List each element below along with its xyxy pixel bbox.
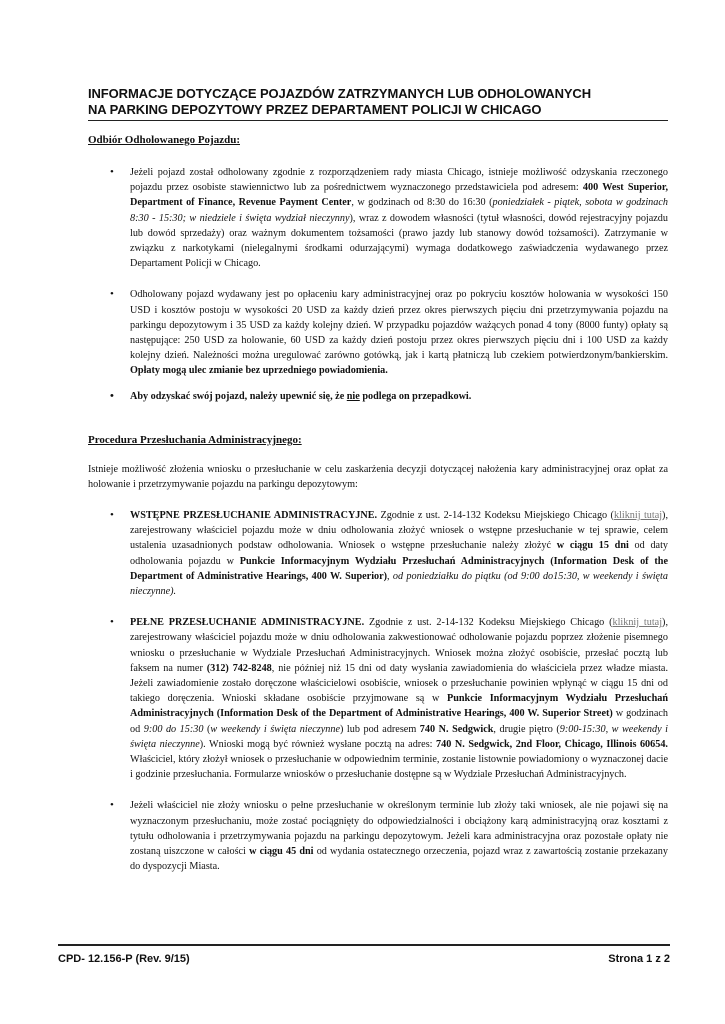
hearing-item-2: • PEŁNE PRZESŁUCHANIE ADMINISTRACYJNE. Zgodnie z ust. 2-14-132 Kodeksu Miejskiego Chicago (kliknij tutaj), zarejestrowany właściciel pojazdu może w dniu odholowania zakwestionować odholowanie pojazdu poprzez złożenie pisemnego wniosku o przesłuchanie w Wydziale Przesłuchań Administracyjnych. Wniosek można złożyć osobiście, przesłać pocztą lub faksem na numer (312) 742-8248, nie później niż 15 dni od daty wysłania zawiadomienia do właściciela przez władze miasta. Jeżeli zawiadomienie zostało doręczone właścicielowi osobiście, wniosek o przesłuchanie powinien wpłynąć w ciągu 15 dni od takiego doręczenia. Wnioski składane osobiście przyjmowane są w Punkcie Informacyjnym Wydziału Przesłuchań Administracyjnych (Information Desk of the Department of Administrative Hearings, 400 W. Superior Street) w godzinach od 9:00 do 15:30 (w weekendy i święta nieczynne) lub pod adresem 740 N. Sedgwick, drugie piętro (9:00-15:30, w weekendy i święta nieczynne). Wnioski mogą być również wysłane pocztą na adres: 740 N. Sedgwick, 2nd Floor, Chicago, Illinois 60654. Właściciel, który złożył wniosek o przesłuchanie w odpowiednim terminie, zostanie listownie powiadomiony o wyznaczonej dacie i godzinie przesłuchania. Formularze wniosków o przesłuchanie dostępne są w Wydziale Przesłuchań Administracyjnych. — [88, 615, 668, 782]
form-id: CPD- 12.156-P (Rev. 9/15) — [58, 953, 190, 965]
title-line-2: NA PARKING DEPOZYTOWY PRZEZ DEPARTAMENT POLICJI W CHICAGO — [88, 102, 542, 117]
hearing-item-1: • WSTĘPNE PRZESŁUCHANIE ADMINISTRACYJNE. Zgodnie z ust. 2-14-132 Kodeksu Miejskiego Chicago (kliknij tutaj), zarejestrowany właściciel pojazdu może w dniu odholowania złożyć wniosek o wstępne przesłuchanie w tej sprawie, celem ustalenia uzasadnionych podstaw odholowania. Wniosek o wstępne przesłuchanie należy złożyć w ciągu 15 dni od daty odholowania pojazdu w Punkcie Informacyjnym Wydziału Przesłuchań Administracyjnych (Information Desk of the Department of Administrative Hearings, 400 W. Superior), od poniedziałku do piątku (od 9:00 do15:30, w weekendy i święta nieczynne). — [88, 508, 668, 599]
section-heading-pickup: Odbiór Odholowanego Pojazdu: — [88, 134, 240, 146]
pickup-item-2: • Odholowany pojazd wydawany jest po opłaceniu kary administracyjnej oraz po pokryciu kosztów holowania w wysokości 150 USD i kosztów postoju w wysokości 20 USD za każdy dzień przez okres pierwszych pięciu dni przetrzymywania pojazdu na parkingu depozytowym i 35 USD za każdy kolejny dzień. W przypadku pojazdów ważących ponad 4 tony (8000 funty) opłaty są następujące: 250 USD za holowanie, 60 USD za każdy dzień postoju przez okres pierwszych pięciu dni i 100 USD za każdy kolejny dzień. Należności można uregulować zarówno gotówką, jak i kartą płatniczą lub czekiem potwierdzonym/bankierskim. Opłaty mogą ulec zmianie bez uprzedniego powiadomienia. — [88, 287, 668, 378]
section-heading-hearing: Procedura Przesłuchania Administracyjnego: — [88, 434, 302, 446]
pickup-item-1: • Jeżeli pojazd został odholowany zgodnie z rozporządzeniem rady miasta Chicago, istnieje możliwość odzyskania rzeczonego pojazdu przez osobiste stawiennictwo lub za pośrednictwem wyznaczonego przedstawiciela pod adresem: 400 West Superior, Department of Finance, Revenue Payment Center, w godzinach od 8:30 do 16:30 (poniedziałek - piątek, sobota w godzinach 8:30 - 15:30; w niedziele i święta wydział nieczynny), wraz z dowodem własności (tytuł własności, dowód rejestracyjny pojazdu lub dowód sprzedaży) oraz ważnym dokumentem tożsamości (prawo jazdy lub stanowy dowód tożsamości). Zatrzymanie w związku z narkotykami (nielegalnymi środkami odurzającymi) wymaga dodatkowego zaświadczenia wydawanego przez Departament Policji w Chicago. — [88, 165, 668, 271]
hearing-item-3: • Jeżeli właściciel nie złoży wniosku o pełne przesłuchanie w określonym terminie lub złoży taki wniosek, ale nie pojawi się na wyznaczonym przesłuchaniu, może zostać pociągnięty do odpowiedzialności i obciążony karą administracyjną oraz kosztami z tytułu odholowania i przetrzymywania pojazdu na parkingu depozytowym. Jeżeli kara administracyjna oraz pozostałe opłaty nie zostaną uiszczone w całości w ciągu 45 dni od wydania ostatecznego orzeczenia, pojazd wraz z zawartością zostanie przekazany do dyspozycji Miasta. — [88, 798, 668, 874]
page-number: Strona 1 z 2 — [608, 953, 670, 965]
hearing-list — [88, 508, 668, 874]
pickup-list — [88, 165, 668, 404]
footer-divider — [58, 944, 670, 946]
page-title — [88, 86, 648, 118]
code-link-1[interactable]: kliknij tutaj — [613, 510, 663, 521]
code-link-2[interactable]: kliknij tutaj — [612, 617, 663, 629]
title-divider — [88, 120, 668, 121]
hearing-intro: Istnieje możliwość złożenia wniosku o przesłuchanie w celu zaskarżenia decyzji dotyczącej nałożenia kary administracyjnej oraz opłat za holowanie i przetrzymywanie pojazdu na parkingu depozytowym: — [88, 464, 668, 491]
title-line-1: INFORMACJE DOTYCZĄCE POJAZDÓW ZATRZYMANYCH LUB ODHOLOWANYCH — [88, 86, 592, 101]
pickup-item-3: • Aby odzyskać swój pojazd, należy upewnić się, że nie podlega on przepadkowi. — [88, 389, 668, 404]
